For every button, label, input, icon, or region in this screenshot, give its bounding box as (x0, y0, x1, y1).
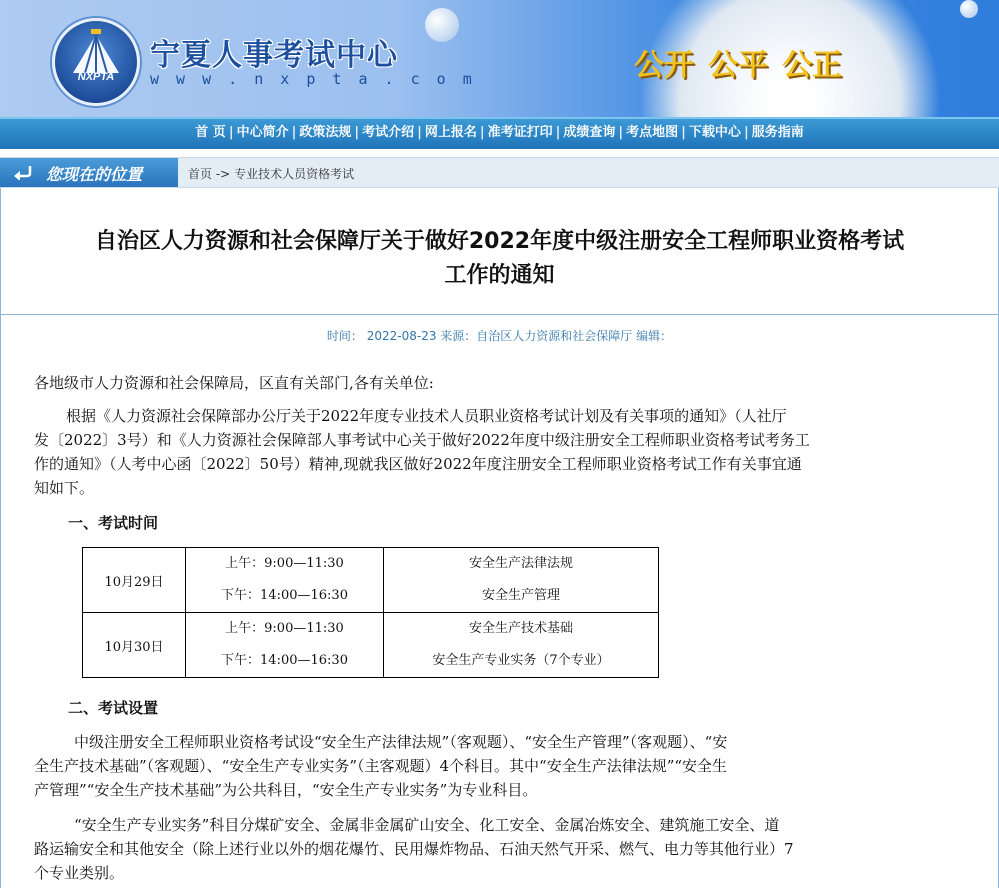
para1-line1: 根据《人力资源社会保障部办公厅关于2022年度专业技术人员职业资格考试计划及有关事项的通知》（人社厅 (66, 407, 787, 425)
para2-line1: 中级注册安全工程师职业资格考试设“安全生产法律法规”（客观题）、“安全生产管理”（客观题）、“安 (74, 733, 728, 751)
time-cell (186, 548, 384, 613)
nav-item-about[interactable]: 中心简介 (236, 125, 289, 140)
decorative-bubble (960, 0, 978, 18)
para3-line2: 路运输安全和其他安全（除上述行业以外的烟花爆竹、民用爆炸物品、石油天然气开采、燃气、电力等其他行业）7 (34, 840, 794, 858)
nav-item-exams[interactable]: 考试介绍 (362, 125, 415, 140)
time-morning: 上午：9:00—11:30 (225, 556, 344, 571)
nav-separator: | (291, 125, 297, 140)
time-cell (186, 613, 384, 678)
table-row (83, 613, 659, 678)
nav-separator: | (681, 125, 686, 140)
date-cell: 10月30日 (83, 613, 186, 678)
para1-line3: 作的通知》（人考中心函〔2022〕50号）精神,现就我区做好2022年度注册安全工程师职业资格考试工作有关事宜通 (34, 455, 802, 473)
header-banner (0, 0, 999, 117)
date-cell: 10月29日 (83, 548, 186, 613)
slogan-fair: 公平 (708, 48, 768, 83)
site-logo[interactable] (52, 18, 140, 106)
location-label-text: 您现在的位置 (46, 165, 143, 184)
tent-emblem-icon (55, 21, 137, 103)
exam-schedule-table (82, 547, 659, 678)
slogan-just: 公正 (782, 48, 842, 83)
nav-separator: | (228, 125, 234, 140)
site-url: w w w . n x p t a . c o m (150, 70, 476, 88)
time-afternoon: 下午：14:00—16:30 (221, 653, 348, 668)
site-title: 宁夏人事考试中心 (150, 38, 398, 73)
time-afternoon: 下午：14:00—16:30 (221, 588, 348, 603)
subject-afternoon: 安全生产专业实务（7个专业） (432, 653, 610, 668)
article-title (0, 225, 999, 293)
nav-item-downloads[interactable]: 下载中心 (688, 125, 741, 140)
logo-text: NXPTA (77, 71, 115, 83)
section-heading-exam-time: 一、考试时间 (68, 514, 159, 532)
decorative-bubble (425, 8, 459, 42)
para3-line3: 个专业类别。 (34, 864, 125, 882)
main-nav (0, 117, 999, 149)
nav-separator: | (479, 125, 485, 140)
section-heading-exam-setup: 二、考试设置 (68, 699, 159, 717)
table-row (83, 548, 659, 613)
nav-separator: | (354, 125, 360, 140)
article-title-line1: 自治区人力资源和社会保障厅关于做好2022年度中级注册安全工程师职业资格考试 (94, 229, 905, 254)
subject-cell (384, 613, 659, 678)
nav-item-home[interactable]: 首 页 (195, 125, 226, 140)
para2-line3: 产管理”“安全生产技术基础”为公共科目，“安全生产专业实务”为专业科目。 (34, 781, 538, 799)
breadcrumb-arrow: -> (215, 167, 231, 181)
nav-item-policy[interactable]: 政策法规 (299, 125, 352, 140)
nav-separator: | (555, 125, 561, 140)
para1-line4: 知如下。 (34, 479, 95, 497)
salutation: 各地级市人力资源和社会保障局，区直有关部门,各有关单位: (34, 374, 434, 392)
nav-item-register[interactable]: 网上报名 (424, 125, 477, 140)
nav-separator: | (743, 125, 749, 140)
article-meta: 时间： 2022-08-23 来源：自治区人力资源和社会保障厅 编辑： (326, 329, 673, 343)
title-divider (0, 314, 999, 315)
nav-item-admit-card[interactable]: 准考证打印 (487, 125, 553, 140)
breadcrumb-current-link[interactable]: 专业技术人员资格考试 (234, 167, 355, 181)
subject-afternoon: 安全生产管理 (481, 588, 560, 603)
nav-separator: | (417, 125, 422, 140)
article-title-line2: 工作的通知 (444, 263, 555, 288)
subject-morning: 安全生产法律法规 (468, 556, 573, 571)
slogans (634, 40, 856, 84)
nav-separator: | (618, 125, 624, 140)
time-morning: 上午：9:00—11:30 (225, 621, 344, 636)
slogan-open: 公开 (634, 48, 694, 83)
nav-item-service[interactable]: 服务指南 (751, 125, 804, 140)
subject-morning: 安全生产技术基础 (468, 621, 573, 636)
breadcrumb (0, 157, 999, 188)
para1-line2: 发〔2022〕3号）和《人力资源社会保障部人事考试中心关于做好2022年度中级注册安全工程师职业资格考试考务工 (34, 431, 810, 449)
breadcrumb-path (188, 165, 354, 182)
para2-line2: 全生产技术基础”（客观题）、“安全生产专业实务”（主客观题）4个科目。其中“安全生产法律法规”“安全生 (34, 757, 728, 775)
breadcrumb-home-link[interactable]: 首页 (188, 167, 213, 181)
subject-cell (384, 548, 659, 613)
para3-line1: “安全生产专业实务”科目分煤矿安全、金属非金属矿山安全、化工安全、金属冶炼安全、建筑施工安全、道 (74, 816, 780, 834)
return-arrow-icon (12, 164, 32, 180)
location-label (0, 158, 178, 187)
nav-item-map[interactable]: 考点地图 (626, 125, 679, 140)
nav-item-scores[interactable]: 成绩查询 (563, 125, 616, 140)
